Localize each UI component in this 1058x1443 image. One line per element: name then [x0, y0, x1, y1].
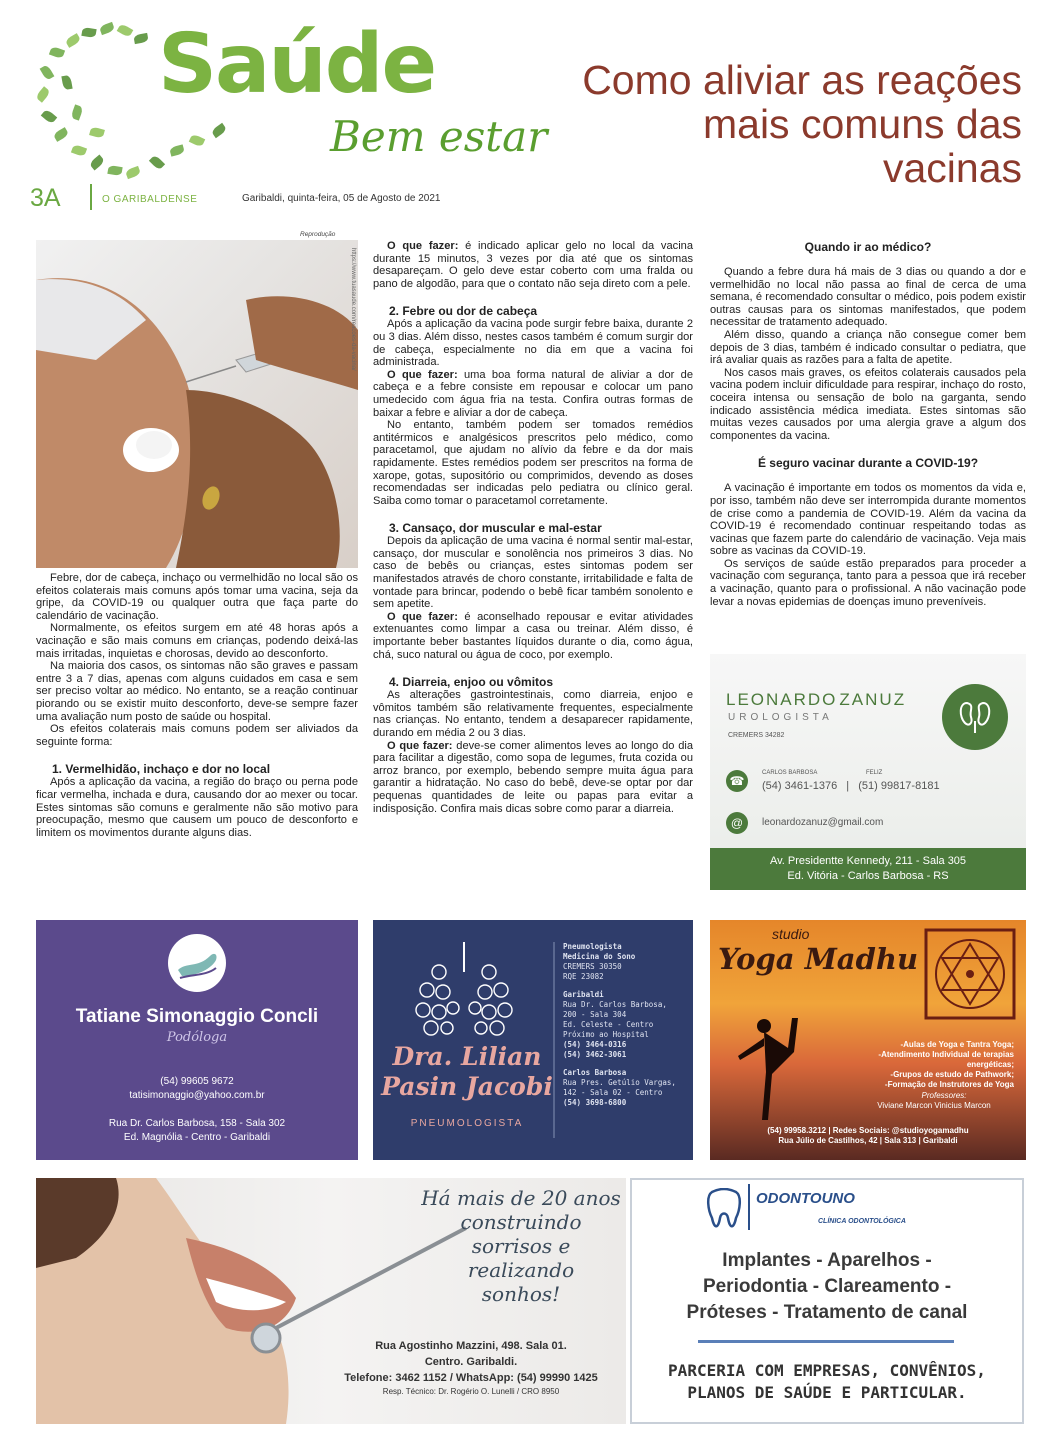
paragraph: As alterações gastrointestinais, como diarreia, enjoo e vômitos também são relativamente frequentes, especialmente nas crianças. No entanto, tendem a desaparecer rapidamente, durando em média 2 ou 3 dias.	[373, 689, 693, 739]
ad-tatiane-podologa[interactable]	[36, 920, 358, 1160]
paragraph	[373, 240, 693, 290]
paragraph: Nos casos mais graves, os efeitos colaterais causados pela vacina podem incluir dificuldade para respirar, inchaço do rosto, coceira intensa ou sensação de bolo na garganta, sendo indicado assistência médica imediata. Estes sintomas são muitas vezes causados por uma alergia grave a algum dos componentes da vacina.	[710, 366, 1026, 442]
specialty: Pneumologista	[563, 942, 622, 951]
phone-number[interactable]: (54) 3462-3061	[563, 1050, 627, 1059]
sri-yantra-icon	[922, 926, 1018, 1022]
address-line: Rua Pres. Getúlio Vargas,	[563, 1078, 676, 1087]
address-line: Centro. Garibaldi.	[424, 1356, 518, 1368]
service-item: -Grupos de estudo de Pathwork;	[890, 1070, 1014, 1079]
what-to-do-label: O que fazer:	[387, 739, 453, 752]
ad-studio-yoga-madhu[interactable]	[710, 920, 1026, 1160]
subheading: 4. Diarreia, enjoo ou vômitos	[389, 675, 554, 690]
studio-label: studio	[772, 926, 810, 942]
vaccine-illustration	[36, 240, 358, 568]
ad-odontouno[interactable]	[36, 1178, 1024, 1424]
subheading: 1. Vermelhidão, inchaço e dor no local	[52, 762, 271, 777]
what-to-do-label: O que fazer:	[387, 610, 458, 623]
service-item: -Formação de Instrutores de Yoga	[884, 1080, 1014, 1089]
paragraph	[373, 369, 693, 419]
footer-line: PARCERIA COM EMPRESAS, CONVÊNIOS,	[668, 1361, 986, 1380]
paragraph: Depois da aplicação de uma vacina é normal sentir mal-estar, cansaço, dor muscular e sonolência nos primeiros 3 dias. No caso de bebês ou crianças, estes sintomas podem ser manifestados através de choro constante, irritabilidade e falta de vontade para brincar, podendo o bebê ficar também sonolento e sem apetite.	[373, 535, 693, 611]
brand-title: Saúde	[158, 17, 436, 112]
brand-subtitle: Bem estar	[330, 112, 548, 161]
city-label: FELIZ	[866, 770, 883, 776]
paragraph: Após a aplicação da vacina pode surgir febre baixa, durante 2 ou 3 dias. Além disso, nestes casos também é comum surgir dor de cabeça, especialmente no dia em que a vacina foi administrada.	[373, 318, 693, 369]
phone-number[interactable]: (51) 99817-8181	[858, 780, 940, 792]
address-line: Ed. Vitória - Carlos Barbosa - RS	[787, 870, 949, 882]
service-item: energéticas;	[966, 1060, 1014, 1069]
phone-number[interactable]: (54) 3461-1376	[762, 780, 838, 792]
what-to-do-label: O que fazer:	[387, 368, 458, 381]
address-line: Rua Agostinho Mazzini, 498. Sala 01.	[375, 1340, 567, 1352]
cremers: CREMERS 34282	[728, 732, 785, 739]
what-to-do-label: O que fazer:	[387, 240, 459, 252]
footer-line: PLANOS DE SAÚDE E PARTICULAR.	[687, 1383, 967, 1402]
professors: Viviane Marcon Vinicius Marcon	[877, 1101, 991, 1110]
phone-number[interactable]: (54) 99605 9672	[160, 1076, 234, 1087]
photo-side-text: https://www.tuasaude.com/reacoes-da-vacina/	[350, 248, 356, 371]
service-item: -Aulas de Yoga e Tantra Yoga;	[900, 1040, 1014, 1049]
article-col-1	[36, 572, 358, 839]
city-label: Carlos Barbosa	[563, 1068, 627, 1077]
ad-leonardo-zanuz[interactable]	[710, 654, 1026, 890]
phone-line[interactable]: Telefone: 3462 1152 / WhatsApp: (54) 99990 1425	[344, 1372, 598, 1384]
ad-name: Tatiane Simonaggio Concli	[75, 1006, 319, 1027]
brand-subtitle: CLÍNICA ODONTOLÓGICA	[818, 1218, 906, 1225]
paragraph: No entanto, também podem ser tomados remédios antitérmicos e analgésicos prescritos pelo médico, como paracetamol, que ajudam no alívio da febre e da dor mais rapidamente. Estes remédios podem ser prescritos na forma de xarope, gotas, supositório ou comprimidos, devendo as doses recomendadas ser indicadas pelo pediatra ou clínico geral. Saiba como tomar o paracetamol corretamente.	[373, 419, 693, 507]
slogan-line: Há mais de 20 anos	[421, 1186, 621, 1210]
smile-photo	[36, 1178, 626, 1424]
brand-name: ODONTO	[756, 1190, 822, 1207]
paragraph: Quando a febre dura há mais de 3 dias ou quando a dor e vermelhidão no local não passa ao final de cerca de uma semana, é recomendado consultar o médico, pois podem existir outras causas para os sintomas manifestados, que podem necessitar de tratamento adequado.	[710, 266, 1026, 329]
doctor-first-name: LEONARDO	[726, 690, 838, 709]
section-name: O GARIBALDENSE	[102, 194, 198, 205]
address-line: 142 - Sala 02 - Centro	[563, 1088, 663, 1097]
doctor-role: UROLOGISTA	[728, 712, 833, 723]
paragraph-text: é indicado aplicar gelo no local da vacina durante 15 minutos, 3 vezes por dia até que os sintomas desapareçam. O gelo deve estar coberto com uma fralda ou pano de algodão, para que o contato não seja direto com a pele.	[373, 240, 694, 290]
ad-role: Podóloga	[166, 1030, 228, 1045]
paragraph: Febre, dor de cabeça, inchaço ou vermelhidão no local são os efeitos colaterais mais comuns após tomar uma vacina, seja da gripe, da COVID-19 ou qualquer outra que faça parte do calendário de vacinação.	[36, 572, 358, 622]
masthead-divider	[90, 184, 92, 210]
paragraph	[373, 611, 693, 661]
date-line: Garibaldi, quinta-feira, 05 de Agosto de 2021	[242, 193, 441, 204]
email-link[interactable]: tatisimonaggio@yahoo.com.br	[129, 1090, 265, 1101]
paragraph-text: deve-se comer alimentos leves ao longo do dia para facilitar a digestão, como sopa de legumes, fruta cozida ou arroz branco, por exemplo, bebendo sempre muita água para garantir a hidratação. No caso do bebê, deve-se optar por dar pequenas quantidades de leite ou papas para evitar a indisposição. Confira mais dicas sobre como parar a diarreia.	[373, 739, 694, 815]
paragraph: Após a aplicação da vacina, a região do braço ou perna pode ficar vermelha, inchada e dura, causando dor ao mexer ou tocar. Estes sintomas são comuns e geralmente não são motivo para preocupação, mesmo que causem um pouco de desconforto e limitem os movimentos durante alguns dias.	[36, 776, 358, 839]
ad-dra-lilian[interactable]	[373, 920, 693, 1160]
address-line: Rua Dr. Carlos Barbosa,	[563, 1000, 667, 1009]
address-line: Rua Júlio de Castilhos, 42 | Sala 313 | Garibaldi	[778, 1136, 958, 1145]
professors-label: Professores:	[921, 1091, 967, 1100]
specialty: Medicina do Sono	[563, 952, 636, 961]
email-link[interactable]: leonardozanuz@gmail.com	[762, 817, 884, 828]
paragraph	[373, 740, 693, 816]
page-number: 3A	[30, 184, 61, 212]
city-label: Garibaldi	[563, 990, 604, 999]
yoga-silhouette	[724, 1012, 804, 1122]
subheading: É seguro vacinar durante a COVID-19?	[757, 456, 979, 471]
service-line: Implantes - Aparelhos -	[722, 1250, 932, 1271]
paragraph: Além disso, quando a criança não consegue comer bem depois de 3 dias, também é indicado consultar o pediatra, que irá avaliar quais as razões para a falta de apetite.	[710, 328, 1026, 367]
lungs-icon	[409, 942, 519, 1042]
vaccine-photo	[36, 240, 358, 568]
article-col-2	[373, 240, 693, 815]
responsible-line: Resp. Técnico: Dr. Rogério O. Lunelli / CRO 8950	[382, 1387, 560, 1396]
separator: |	[846, 780, 850, 792]
paragraph: Os serviços de saúde estão preparados para proceder a vacinação com segurança, tanto para a pessoa que irá receber a vacinação, quanto para o profissional. A não vacinação pode levar a novas epidemias de doenças imuno preveníveis.	[710, 557, 1026, 608]
paragraph: Os efeitos colaterais mais comuns podem ser aliviados da seguinte forma:	[36, 723, 358, 748]
article-col-3	[710, 240, 1026, 608]
service-line: Próteses - Tratamento de canal	[686, 1302, 968, 1323]
address-bar	[710, 848, 1026, 890]
paragraph-text: é aconselhado repousar e evitar atividades extenuantes como limpar a casa ou treinar. Além disso, é importante beber bastantes líquidos durante o dia, como água, chá, suco natural ou água de coco, por exemplo.	[373, 610, 694, 661]
contact-line[interactable]: (54) 99958.3212 | Redes Sociais: @studioyogamadhu	[767, 1126, 969, 1135]
ad-role: PNEUMOLOGISTA	[410, 1118, 524, 1129]
address-line: 200 - Sala 304	[563, 1010, 627, 1019]
crm: CREMERS 30350	[563, 962, 622, 971]
slogan-line: construindo	[460, 1210, 582, 1234]
paragraph: Normalmente, os efeitos surgem em até 48 horas após a vacinação e são mais comuns em crianças, podendo deixá-las mais irritadas, inquietas e chorosas, devido ao desconforto.	[36, 622, 358, 660]
slogan-line: sonhos!	[481, 1282, 561, 1306]
address-line: Próximo ao Hospital	[563, 1030, 649, 1039]
phone-number[interactable]: (54) 3464-0316	[563, 1040, 627, 1049]
studio-name: Yoga Madhu	[718, 942, 919, 976]
slogan-line: sorrisos e realizando	[467, 1234, 575, 1282]
tooth-icon	[706, 1188, 742, 1232]
photo-credit: Reprodução	[300, 231, 336, 238]
subheading: 3. Cansaço, dor muscular e mal-estar	[389, 521, 602, 536]
ad-name: Pasin Jacobi	[381, 1072, 553, 1101]
subheading: Quando ir ao médico?	[804, 240, 932, 254]
ad-name: Dra. Lilian	[392, 1042, 542, 1071]
phone-number[interactable]: (54) 3698-6800	[563, 1098, 627, 1107]
email-icon: @	[726, 812, 748, 834]
address-line: Ed. Celeste - Centro	[563, 1020, 654, 1029]
service-line: Periodontia - Clareamento -	[702, 1276, 952, 1297]
city-label: CARLOS BARBOSA	[762, 770, 818, 776]
address-line: Av. Presidentte Kennedy, 211 - Sala 305	[769, 855, 967, 867]
doctor-last-name: ZANUZ	[839, 690, 907, 709]
paragraph: Na maioria dos casos, os sintomas não são graves e passam entre 3 a 7 dias, apenas com alguns cuidados em casa e sem ser preciso voltar ao médico. No entanto, se a reação continuar piorando ou se existir muito desconforto, deve-se sempre fazer uma avaliação num posto de saúde ou hospital.	[36, 660, 358, 723]
address-line: Ed. Magnólia - Centro - Garibaldi	[123, 1132, 271, 1143]
phone-icon: ☎	[726, 770, 748, 792]
paragraph: A vacinação é importante em todos os momentos da vida e, por isso, também não deve ser interrompida durante momentos de crise como a pandemia de COVID-19. Além da vacina da COVID-19 é recomendado continuar respeitando todas as vacinas que fazem parte do calendário de vacinação. Veja mais sobre as vacinas da COVID-19.	[710, 482, 1026, 558]
service-item: -Atendimento Individual de terapias	[878, 1050, 1014, 1059]
kidney-icon	[942, 684, 1008, 750]
odonto-info-panel	[630, 1178, 1024, 1424]
address-line: Rua Dr. Carlos Barbosa, 158 - Sala 302	[108, 1118, 286, 1129]
masthead	[30, 18, 570, 218]
foot-logo-icon	[168, 934, 226, 992]
rqe: RQE 23082	[563, 972, 604, 981]
brand-name: UNO	[821, 1190, 855, 1207]
paragraph-text: uma boa forma natural de aliviar a dor de cabeça e a febre consiste em repousar e colocar um pano umedecido com água fria na testa. Confira outras formas de baixar a febre e aliviar a dor de cabeça.	[373, 368, 693, 419]
headline: Como aliviar as reações mais comuns das vacinas	[582, 57, 1022, 191]
subheading: 2. Febre ou dor de cabeça	[389, 304, 538, 319]
